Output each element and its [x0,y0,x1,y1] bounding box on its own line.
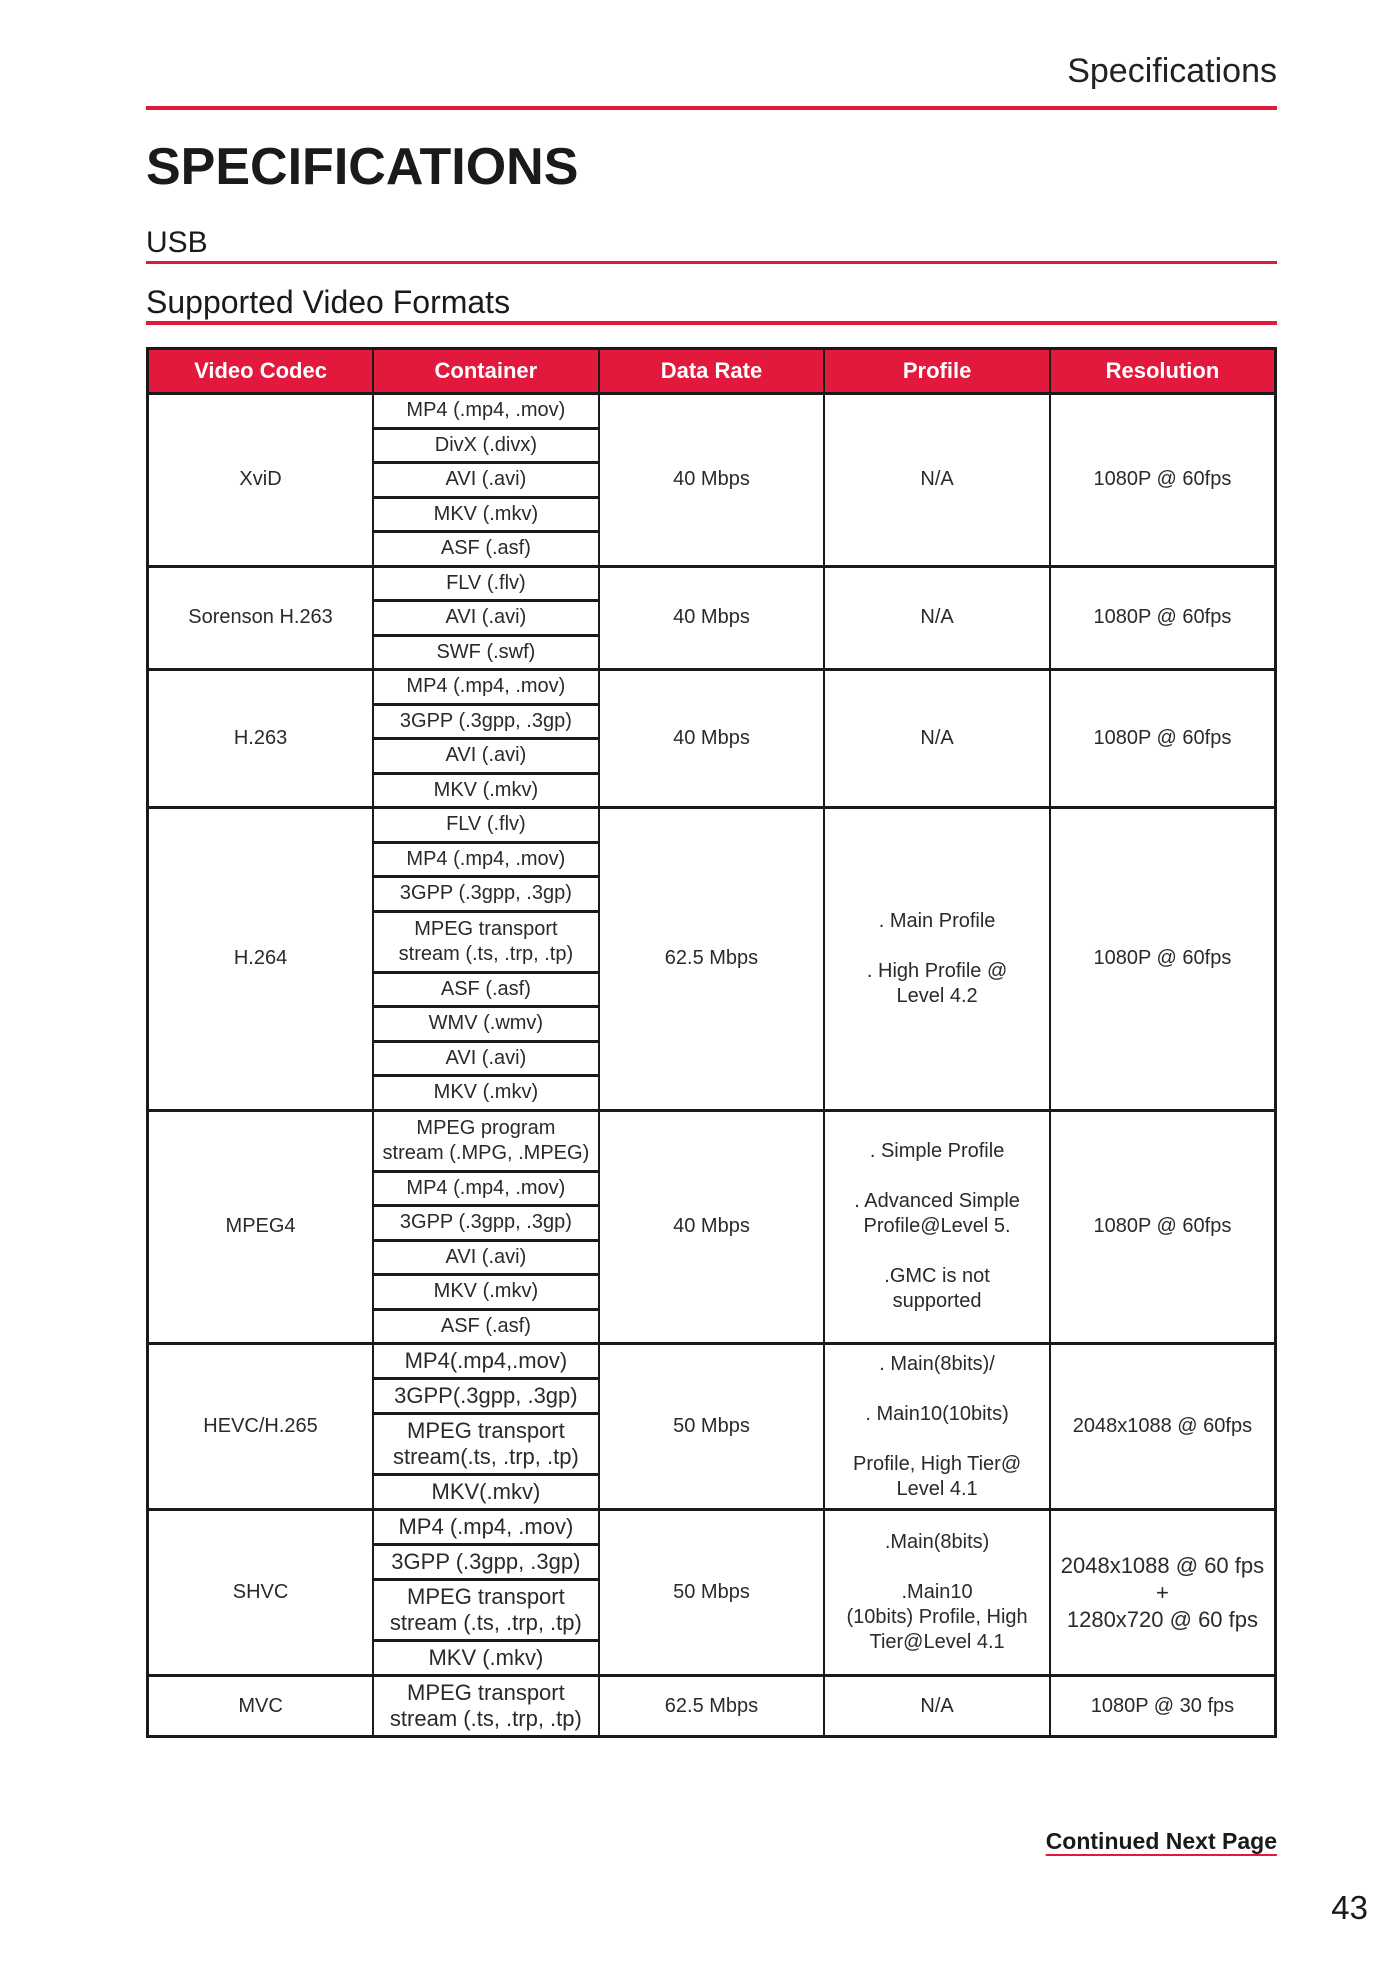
codec-cell: H.263 [148,670,374,808]
data-rate-cell: 50 Mbps [599,1510,825,1676]
codec-cell: HEVC/H.265 [148,1344,374,1510]
container-cell [373,972,599,1007]
container-cell [373,808,599,843]
container-cell [373,1110,599,1171]
container-label: ASF (.asf) [440,1314,531,1337]
resolution-cell: 2048x1088 @ 60 fps + 1280x720 @ 60 fps [1050,1510,1276,1676]
container-label: ASF (.asf) [440,977,531,1000]
table-header [148,349,1276,394]
subsection-rule [146,321,1277,325]
container-cell [373,1545,599,1580]
container-cell [373,1510,599,1545]
continued-next-page-note: Continued Next Page [1045,1828,1277,1854]
data-rate-cell: 40 Mbps [599,1110,825,1344]
profile-cell: N/A [824,1676,1050,1737]
profile-cell: N/A [824,566,1050,670]
container-cell [373,566,599,601]
header-row [148,349,1276,394]
container-cell [373,911,599,972]
container-label: MPEG transport stream(.ts, .trp, .tp) [392,1418,579,1469]
container-label: MP4 (.mp4, .mov) [406,399,566,422]
codec-group [148,394,1276,567]
container-label: MPEG transport stream (.ts, .trp, .tp) [398,917,574,965]
container-cell [373,635,599,670]
table-row [148,566,1276,601]
container-label: MP4(.mp4,.mov) [404,1348,568,1373]
data-rate-cell: 40 Mbps [599,566,825,670]
container-label: 3GPP (.3gpp, .3gp) [391,1549,581,1574]
data-rate-cell: 40 Mbps [599,670,825,808]
container-cell [373,1580,599,1641]
container-cell [373,1309,599,1344]
resolution-cell: 1080P @ 30 fps [1050,1676,1276,1737]
codec-group [148,1110,1276,1344]
container-label: AVI (.avi) [445,606,527,629]
container-label: MPEG program stream (.MPG, .MPEG) [382,1116,590,1164]
container-label: AVI (.avi) [445,1245,527,1268]
codec-group [148,1510,1276,1676]
container-cell [373,704,599,739]
column-header: Resolution [1050,349,1276,394]
profile-cell: .Main(8bits) .Main10 (10bits) Profile, High Tier@Level 4.1 [824,1510,1050,1676]
container-label: MKV (.mkv) [433,778,539,801]
container-cell [373,1007,599,1042]
codec-cell: Sorenson H.263 [148,566,374,670]
table-row [148,1344,1276,1379]
container-cell [373,670,599,705]
codec-cell: MVC [148,1676,374,1737]
container-label: MKV (.mkv) [433,1081,539,1104]
container-cell [373,497,599,532]
container-label: SWF (.swf) [436,640,536,663]
container-cell [373,842,599,877]
column-header: Data Rate [599,349,825,394]
container-label: 3GPP (.3gpp, .3gp) [399,882,572,905]
column-header: Video Codec [148,349,374,394]
profile-cell: N/A [824,670,1050,808]
video-formats-table [146,347,1277,1738]
resolution-cell: 2048x1088 @ 60fps [1050,1344,1276,1510]
codec-group [148,670,1276,808]
data-rate-cell: 62.5 Mbps [599,808,825,1111]
data-rate-cell: 50 Mbps [599,1344,825,1510]
table-row [148,1110,1276,1171]
section-heading: USB [146,226,208,259]
container-cell [373,1414,599,1475]
section-rule [146,261,1277,264]
container-cell [373,1641,599,1676]
container-cell [373,532,599,567]
container-cell [373,463,599,498]
codec-group [148,1676,1276,1737]
container-label: FLV (.flv) [446,813,526,836]
container-label: DivX (.divx) [434,433,537,456]
container-label: 3GPP(.3gpp, .3gp) [394,1383,578,1408]
container-label: MP4 (.mp4, .mov) [406,1176,566,1199]
container-cell [373,739,599,774]
container-cell [373,1240,599,1275]
container-label: MP4 (.mp4, .mov) [398,1514,574,1539]
container-label: MPEG transport stream (.ts, .trp, .tp) [389,1680,582,1731]
subsection-heading: Supported Video Formats [146,284,511,320]
container-cell [373,1275,599,1310]
profile-cell: . Simple Profile . Advanced Simple Profile@Level 5. .GMC is not supported [824,1110,1050,1344]
container-label: WMV (.wmv) [428,1012,544,1035]
table-container [146,347,1277,1738]
codec-group [148,566,1276,670]
resolution-cell: 1080P @ 60fps [1050,808,1276,1111]
codec-cell: SHVC [148,1510,374,1676]
resolution-cell: 1080P @ 60fps [1050,1110,1276,1344]
running-header: Specifications [1067,52,1277,90]
container-cell [373,1171,599,1206]
container-label: MKV(.mkv) [431,1479,541,1504]
container-label: MKV (.mkv) [433,502,539,525]
resolution-cell: 1080P @ 60fps [1050,566,1276,670]
container-cell [373,1206,599,1241]
column-header: Container [373,349,599,394]
container-cell [373,1041,599,1076]
data-rate-cell: 40 Mbps [599,394,825,567]
codec-group [148,1344,1276,1510]
container-cell [373,1344,599,1379]
container-cell [373,394,599,429]
container-label: AVI (.avi) [445,468,527,491]
container-label: MP4 (.mp4, .mov) [406,675,566,698]
table-row [148,1510,1276,1545]
profile-cell: . Main(8bits)/ . Main10(10bits) Profile, High Tier@ Level 4.1 [824,1344,1050,1510]
container-cell [373,1379,599,1414]
data-rate-cell: 62.5 Mbps [599,1676,825,1737]
container-label: FLV (.flv) [446,571,526,594]
container-label: MP4 (.mp4, .mov) [406,847,566,870]
codec-cell: XviD [148,394,374,567]
table-row [148,808,1276,843]
table-row [148,394,1276,429]
profile-cell: N/A [824,394,1050,567]
page-title: SPECIFICATIONS [146,138,579,196]
container-label: 3GPP (.3gpp, .3gp) [399,1211,572,1234]
codec-group [148,808,1276,1111]
codec-cell: MPEG4 [148,1110,374,1344]
container-cell [373,1676,599,1737]
container-cell [373,1076,599,1111]
header-rule [146,106,1277,110]
container-cell [373,877,599,912]
codec-cell: H.264 [148,808,374,1111]
table-row [148,670,1276,705]
container-label: 3GPP (.3gpp, .3gp) [399,709,572,732]
container-cell [373,428,599,463]
container-label: AVI (.avi) [445,744,527,767]
container-label: MKV (.mkv) [433,1280,539,1303]
table-row [148,1676,1276,1737]
container-label: MPEG transport stream (.ts, .trp, .tp) [389,1584,582,1635]
profile-cell: . Main Profile . High Profile @ Level 4.2 [824,808,1050,1111]
container-label: ASF (.asf) [440,537,531,560]
column-header: Profile [824,349,1050,394]
container-cell [373,601,599,636]
container-label: AVI (.avi) [445,1046,527,1069]
resolution-cell: 1080P @ 60fps [1050,670,1276,808]
resolution-cell: 1080P @ 60fps [1050,394,1276,567]
container-cell [373,773,599,808]
container-label: MKV (.mkv) [428,1645,544,1670]
container-cell [373,1475,599,1510]
page-number: 43 [1331,1889,1368,1926]
